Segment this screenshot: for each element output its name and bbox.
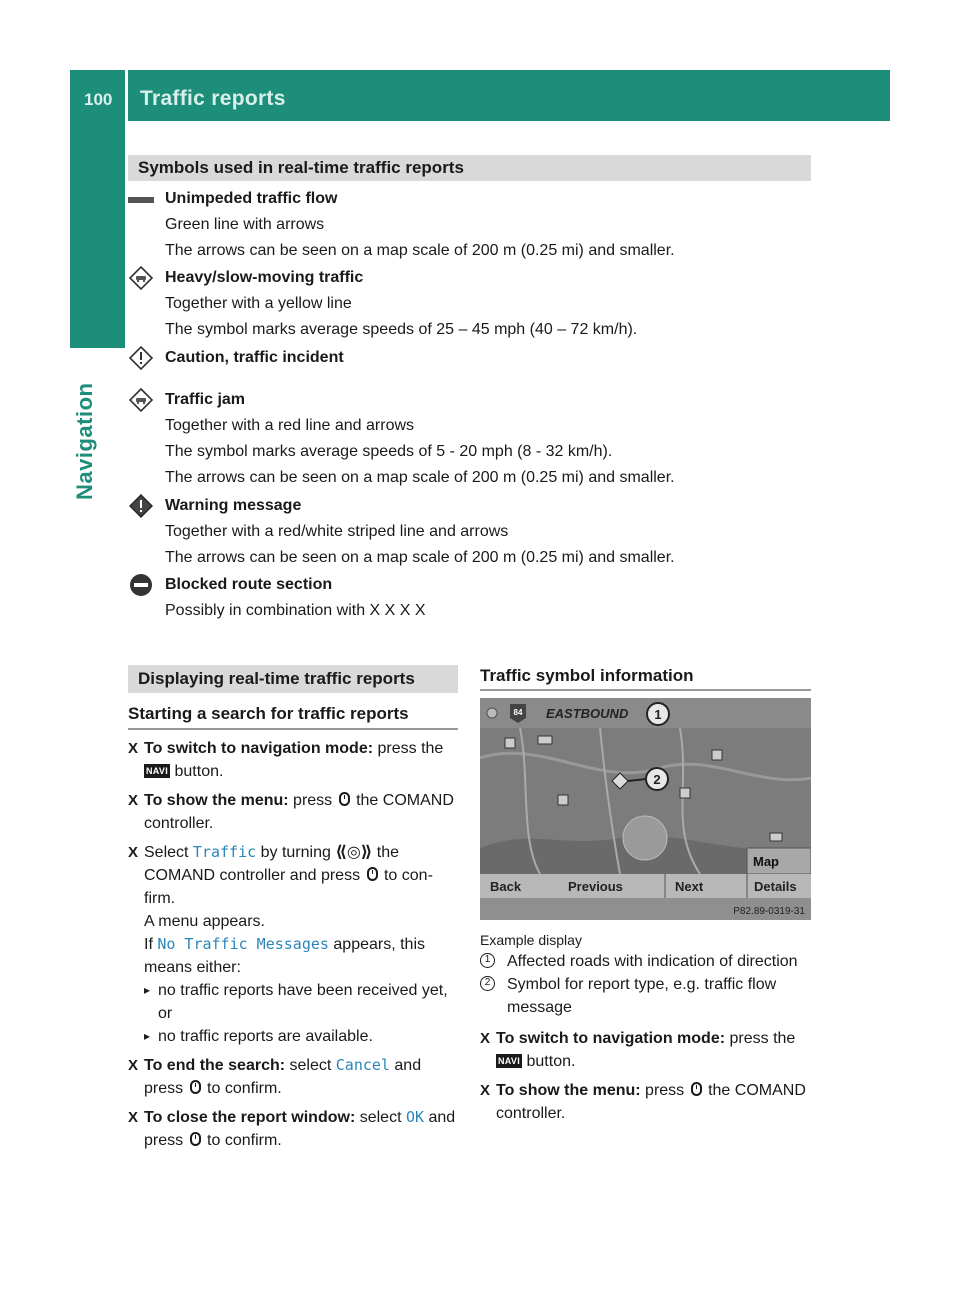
symbol-desc: The arrows can be seen on a map scale of 200 m (0.25 mi) and smaller. — [165, 242, 675, 259]
menu-item-ok: OK — [405, 1108, 425, 1126]
symbol-desc: Together with a red line and arrows — [165, 417, 415, 434]
search-instructions — [128, 737, 463, 1158]
step-marker-icon: X — [128, 1057, 139, 1074]
road-badge-label: 84 — [513, 708, 523, 717]
turn-controller-icon: ⟪◎⟫ — [335, 844, 373, 861]
press-controller-icon — [339, 792, 350, 806]
press-controller-icon — [367, 867, 378, 881]
symbol-title: Heavy/slow-moving traffic — [165, 269, 364, 286]
step-marker-icon: X — [128, 740, 139, 757]
page-header — [70, 70, 890, 121]
subheading-rule — [480, 689, 811, 691]
info-instructions — [480, 1027, 815, 1131]
slow-traffic-icon — [128, 265, 154, 291]
callout-item: 1 Affected roads with indication of direction — [480, 950, 815, 973]
image-ref-code: P82.89-0319-31 — [733, 906, 805, 917]
navi-button-icon: NAVI — [498, 1056, 521, 1066]
callout-1-label: 1 — [654, 707, 662, 722]
chapter-tab-marker — [70, 121, 125, 348]
map-button-label: Map — [753, 854, 779, 869]
callout-number-icon: 2 — [480, 976, 495, 991]
screenshot-caption: Example display — [480, 932, 582, 948]
header-divider — [125, 70, 128, 121]
symbol-title: Warning message — [165, 497, 302, 514]
example-display-screenshot — [480, 698, 811, 920]
symbol-title: Traffic jam — [165, 391, 246, 408]
callout-number-icon: 1 — [480, 953, 495, 968]
instruction-step: X To show the menu: press the COMAND controller. — [480, 1079, 815, 1125]
previous-button-label: Previous — [568, 879, 623, 894]
warning-icon — [128, 493, 154, 519]
press-controller-icon — [190, 1080, 201, 1094]
navi-button-icon: NAVI — [146, 766, 169, 776]
details-button-label: Details — [754, 879, 797, 894]
menu-item-traffic: Traffic — [192, 843, 257, 861]
step-marker-icon: X — [480, 1030, 491, 1047]
next-button-label: Next — [675, 879, 704, 894]
step-marker-icon: X — [128, 844, 139, 861]
green-line-icon — [128, 186, 154, 212]
press-controller-icon — [190, 1132, 201, 1146]
map-image — [480, 698, 811, 920]
displaying-section-title: Displaying real-time traffic reports — [128, 665, 458, 693]
callout-2-label: 2 — [653, 772, 661, 787]
symbol-title: Caution, traffic incident — [165, 349, 344, 366]
page-number: 100 — [84, 90, 113, 109]
instruction-step: X To end the search: select Cancel and press to confirm. — [128, 1056, 422, 1097]
caution-icon — [128, 345, 154, 371]
callout-list — [480, 950, 815, 1019]
step-marker-icon: X — [480, 1082, 491, 1099]
instruction-step: X To switch to navigation mode: press the NAVI button. — [480, 1027, 815, 1073]
menu-item-cancel: Cancel — [335, 1056, 390, 1074]
instruction-step: X Select Traffic by turning ⟪◎⟫ the COMAND controller and press to con- firm. A menu appears. If No Traffic Messages appears, this means either: ▸ no traffic reports have been received yet, or ▸ no traffic reports are available. — [128, 841, 463, 1048]
list-item: ▸ no traffic reports are available. — [144, 1025, 463, 1048]
symbol-desc: The arrows can be seen on a map scale of 200 m (0.25 mi) and smaller. — [165, 469, 675, 486]
symbol-desc: Together with a red/white striped line and arrows — [165, 523, 509, 540]
symbol-title: Unimpeded traffic flow — [165, 190, 338, 207]
symbol-desc: The arrows can be seen on a map scale of 200 m (0.25 mi) and smaller. — [165, 549, 675, 566]
step-marker-icon: X — [128, 1109, 139, 1126]
chapter-tab-label: Navigation — [72, 382, 97, 500]
symbol-desc: The symbol marks average speeds of 5 - 20 mph (8 - 32 km/h). — [165, 443, 613, 460]
list-item: ▸ no traffic reports have been received yet, or — [144, 979, 463, 1025]
traffic-jam-icon — [128, 387, 154, 413]
callout-item: 2 Symbol for report type, e.g. traffic flow message — [480, 973, 815, 1019]
back-button-label: Back — [490, 879, 522, 894]
direction-label: EASTBOUND — [546, 706, 629, 721]
message-no-traffic: No Traffic Messages — [157, 935, 329, 953]
symbol-desc: Possibly in combination with X X X X — [165, 602, 426, 619]
step-marker-icon: X — [128, 792, 139, 809]
subheading-rule — [128, 728, 458, 730]
symbol-desc: Green line with arrows — [165, 216, 325, 233]
instruction-step: X To show the menu: press the COMAND controller. — [128, 789, 463, 835]
symbols-section-title: Symbols used in real-time traffic reports — [128, 155, 811, 181]
press-controller-icon — [691, 1082, 702, 1096]
blocked-icon — [128, 572, 154, 598]
symbol-title: Blocked route section — [165, 576, 333, 593]
symbol-desc: The symbol marks average speeds of 25 – 45 mph (40 – 72 km/h). — [165, 321, 638, 338]
info-section-title: Traffic symbol information — [480, 666, 694, 685]
symbol-desc: Together with a yellow line — [165, 295, 352, 312]
search-subheading: Starting a search for traffic reports — [128, 704, 409, 723]
page-title: Traffic reports — [140, 87, 286, 110]
instruction-step: X To close the report window: select OK and press to confirm. — [128, 1108, 456, 1149]
instruction-step: X To switch to navigation mode: press the NAVI button. — [128, 737, 463, 783]
